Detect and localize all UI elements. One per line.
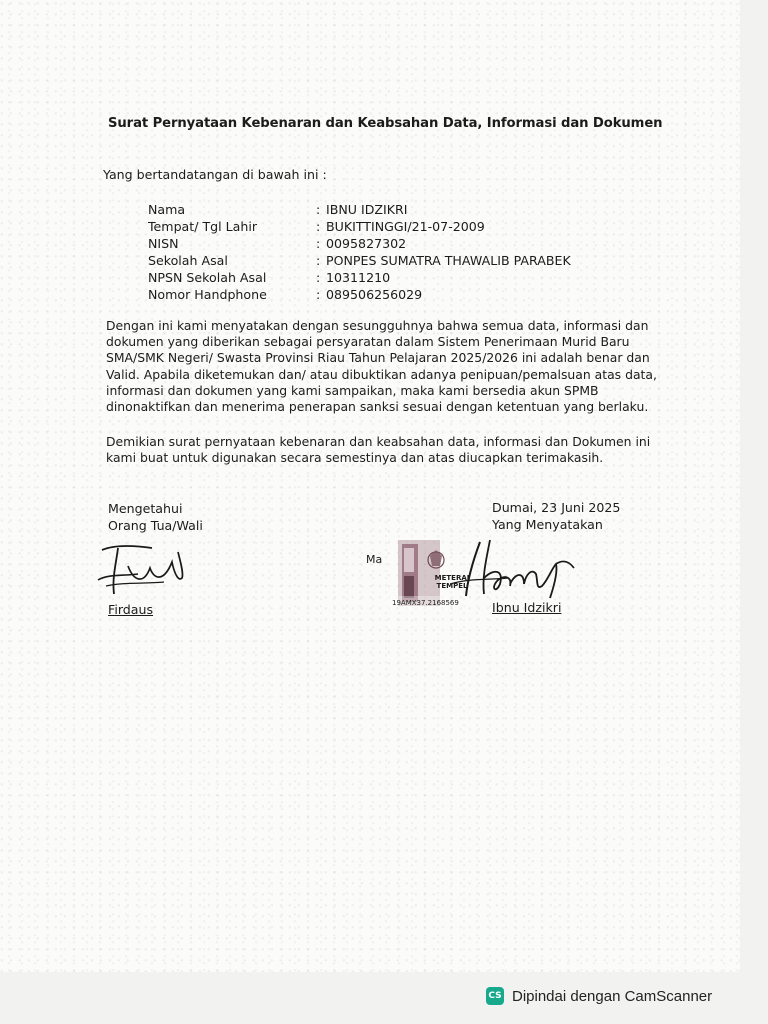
parent-signature [94,538,194,600]
paragraph-line: Dengan ini kami menyatakan dengan sesungguhnya bahwa semua data, informasi dan [106,318,649,333]
field-label: NPSN Sekolah Asal [148,270,267,285]
field-colon: : [316,270,321,285]
field-label: Nomor Handphone [148,287,267,302]
statement-paragraph [106,318,662,415]
document-title: Surat Pernyataan Kebenaran dan Keabsahan Data, Informasi dan Dokumen [108,116,663,131]
acknowledged-label: Mengetahui [108,501,183,516]
field-label: NISN [148,236,179,251]
paragraph-line: dinonaktifkan dan menerima penerapan sanksi sesuai dengan ketentuan yang berlaku. [106,399,649,415]
field-value: 10311210 [326,270,391,285]
place-date: Dumai, 23 Juni 2025 [492,500,621,515]
stamp-label: METERAI TEMPEL [434,574,470,590]
paragraph-line: SMA/SMK Negeri/ Swasta Provinsi Riau Tahun Pelajaran 2025/2026 ini adalah benar dan [106,350,650,366]
field-colon: : [316,236,321,251]
paragraph-line: dokumen yang diberikan sebagai persyaratan dalam Sistem Penerimaan Murid Baru [106,334,630,350]
field-value: IBNU IDZIKRI [326,202,408,217]
field-label: Nama [148,202,186,217]
field-colon: : [316,219,321,234]
field-value: 089506256029 [326,287,423,302]
stamp-prefix-text: Ma [366,553,383,566]
field-value: BUKITTINGGI/21-07-2009 [326,219,485,234]
declarant-signature [450,538,580,602]
field-colon: : [316,253,321,268]
paragraph-line: Demikian surat pernyataan kebenaran dan keabsahan data, informasi dan Dokumen ini [106,434,651,449]
stamp-serial: 19AMX37.2168569 [392,599,459,607]
declarant-name: Ibnu Idzikri [492,600,562,615]
field-colon: : [316,287,321,302]
paragraph-line: kami buat untuk digunakan secara semestinya dan atas diucapkan terimakasih. [106,450,604,466]
field-value: PONPES SUMATRA THAWALIB PARABEK [326,253,571,268]
camscanner-watermark [486,986,712,1006]
intro-line: Yang bertandatangan di bawah ini : [103,167,327,182]
parent-name: Firdaus [108,602,154,617]
field-label: Sekolah Asal [148,253,228,268]
camscanner-text: Dipindai dengan CamScanner [512,987,713,1005]
field-value: 0095827302 [326,236,407,251]
paragraph-line: Valid. Apabila diketemukan dan/ atau dibuktikan adanya penipuan/pemalsuan atas data, [106,366,657,382]
declarant-label: Yang Menyatakan [492,517,603,532]
camscanner-logo-icon: CS [486,987,504,1005]
closing-paragraph [106,434,662,466]
field-colon: : [316,202,321,217]
parent-guardian-label: Orang Tua/Wali [108,518,203,533]
field-label: Tempat/ Tgl Lahir [148,219,258,234]
paragraph-line: informasi dan dokumen yang kami sampaikan, maka kami bersedia akun SPMB [106,382,599,398]
